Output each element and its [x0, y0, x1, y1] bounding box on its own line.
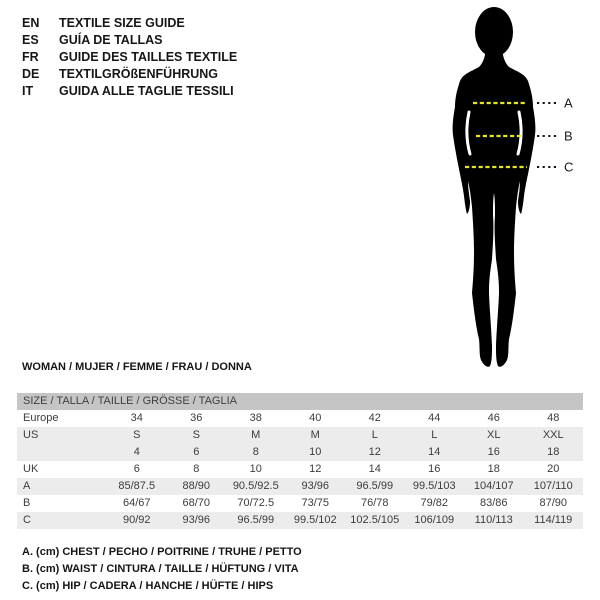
language-title-list [22, 15, 237, 100]
size-value-cell: 106/109 [414, 514, 455, 526]
size-value-cell: 8 [193, 463, 200, 475]
row-label [17, 444, 107, 461]
size-value-cell: 99.5/103 [412, 480, 456, 492]
size-value-cell: S [192, 429, 200, 441]
size-table-row-a [17, 478, 583, 495]
size-value-cell: 6 [193, 446, 200, 458]
size-table-row-c [17, 512, 583, 529]
size-value-cell: 93/96 [301, 480, 330, 492]
language-line-fr [22, 49, 237, 66]
language-guide-title: TEXTILE SIZE GUIDE [59, 16, 185, 30]
size-value-cell: 90.5/92.5 [232, 480, 279, 492]
size-table-row-us-numeric [17, 444, 583, 461]
size-value-cell: 70/72.5 [237, 497, 275, 509]
size-value-cell: 88/90 [182, 480, 211, 492]
size-value-cell: 18 [547, 446, 560, 458]
language-line-de [22, 66, 237, 83]
size-table-row-us [17, 427, 583, 444]
marker-label-b: B [564, 128, 573, 144]
size-value-cell: 4 [133, 446, 140, 458]
size-value-cell: 73/75 [301, 497, 330, 509]
language-code: FR [22, 50, 39, 64]
size-table-header: SIZE / TALLA / TAILLE / GRÖSSE / TAGLIA [17, 393, 583, 410]
size-value-cell: 20 [547, 463, 560, 475]
size-value-cell: XL [487, 429, 501, 441]
size-value-cell: XXL [542, 429, 564, 441]
size-value-cell: 14 [428, 446, 441, 458]
size-value-cell: 34 [130, 412, 143, 424]
size-value-cell: 64/67 [122, 497, 151, 509]
size-table [17, 393, 583, 529]
size-table-row-uk [17, 461, 583, 478]
size-value-cell: 48 [547, 412, 560, 424]
language-line-es [22, 32, 237, 49]
row-label: B [23, 497, 31, 509]
size-table-row-b [17, 495, 583, 512]
section-title: WOMAN / MUJER / FEMME / FRAU / DONNA [22, 361, 252, 373]
size-value-cell: 114/119 [534, 514, 573, 526]
size-value-cell: M [251, 429, 261, 441]
size-value-cell: 68/70 [182, 497, 211, 509]
size-value-cell: 44 [428, 412, 441, 424]
size-value-cell: 16 [487, 446, 500, 458]
language-code: DE [22, 67, 40, 81]
size-value-cell: 110/113 [474, 514, 513, 526]
size-value-cell: 96.5/99 [356, 480, 394, 492]
language-code: EN [22, 16, 40, 30]
size-value-cell: 96.5/99 [237, 514, 275, 526]
legend-line-a: A. (cm) CHEST / PECHO / POITRINE / TRUHE / PETTO [22, 546, 302, 558]
size-value-cell: 90/92 [122, 514, 151, 526]
size-value-cell: 102.5/105 [350, 514, 400, 526]
legend-line-b: B. (cm) WAIST / CINTURA / TAILLE / HÜFTUNG / VITA [22, 563, 299, 575]
size-value-cell: L [431, 429, 438, 441]
size-value-cell: 99.5/102 [293, 514, 337, 526]
female-silhouette-figure [430, 0, 590, 380]
row-label: US [23, 429, 39, 441]
row-label: Europe [23, 412, 59, 424]
row-label: A [23, 480, 31, 492]
silhouette-body [453, 44, 536, 367]
language-line-it [22, 83, 237, 100]
size-value-cell: 36 [190, 412, 203, 424]
size-value-cell: 85/87.5 [118, 480, 156, 492]
language-guide-title: GUIDA ALLE TAGLIE TESSILI [59, 84, 234, 98]
language-code: ES [22, 33, 39, 47]
size-table-body [17, 410, 583, 529]
marker-label-a: A [564, 95, 573, 111]
size-value-cell: 79/82 [420, 497, 449, 509]
size-value-cell: 10 [309, 446, 322, 458]
size-value-cell: 38 [249, 412, 262, 424]
legend-line-c: C. (cm) HIP / CADERA / HANCHE / HÜFTE / HIPS [22, 580, 274, 592]
language-line-en [22, 15, 237, 32]
language-code: IT [22, 84, 34, 98]
measurement-legend [22, 544, 302, 595]
language-guide-title: TEXTILGRÖßENFÜHRUNG [59, 67, 219, 81]
size-value-cell: 12 [368, 446, 381, 458]
language-guide-title: GUÍA DE TALLAS [59, 33, 163, 47]
size-value-cell: 18 [487, 463, 500, 475]
size-value-cell: 10 [249, 463, 262, 475]
size-value-cell: 46 [487, 412, 500, 424]
size-value-cell: 83/86 [479, 497, 508, 509]
language-guide-title: GUIDE DES TAILLES TEXTILE [59, 50, 238, 64]
row-label: C [23, 514, 31, 526]
size-value-cell: 76/78 [360, 497, 389, 509]
row-label: UK [23, 463, 39, 475]
size-value-cell: 14 [368, 463, 381, 475]
size-value-cell: M [310, 429, 320, 441]
size-value-cell: 8 [252, 446, 259, 458]
size-table-row-europe [17, 410, 583, 427]
size-value-cell: L [371, 429, 378, 441]
size-value-cell: S [133, 429, 141, 441]
size-value-cell: 87/90 [539, 497, 568, 509]
size-value-cell: 40 [309, 412, 322, 424]
size-value-cell: 93/96 [182, 514, 211, 526]
size-value-cell: 104/107 [473, 480, 514, 492]
marker-label-c: C [564, 159, 574, 175]
size-value-cell: 107/110 [533, 480, 573, 492]
size-value-cell: 6 [133, 463, 140, 475]
size-value-cell: 16 [428, 463, 441, 475]
silhouette-svg [430, 0, 590, 380]
size-value-cell: 42 [368, 412, 381, 424]
size-value-cell: 12 [309, 463, 322, 475]
